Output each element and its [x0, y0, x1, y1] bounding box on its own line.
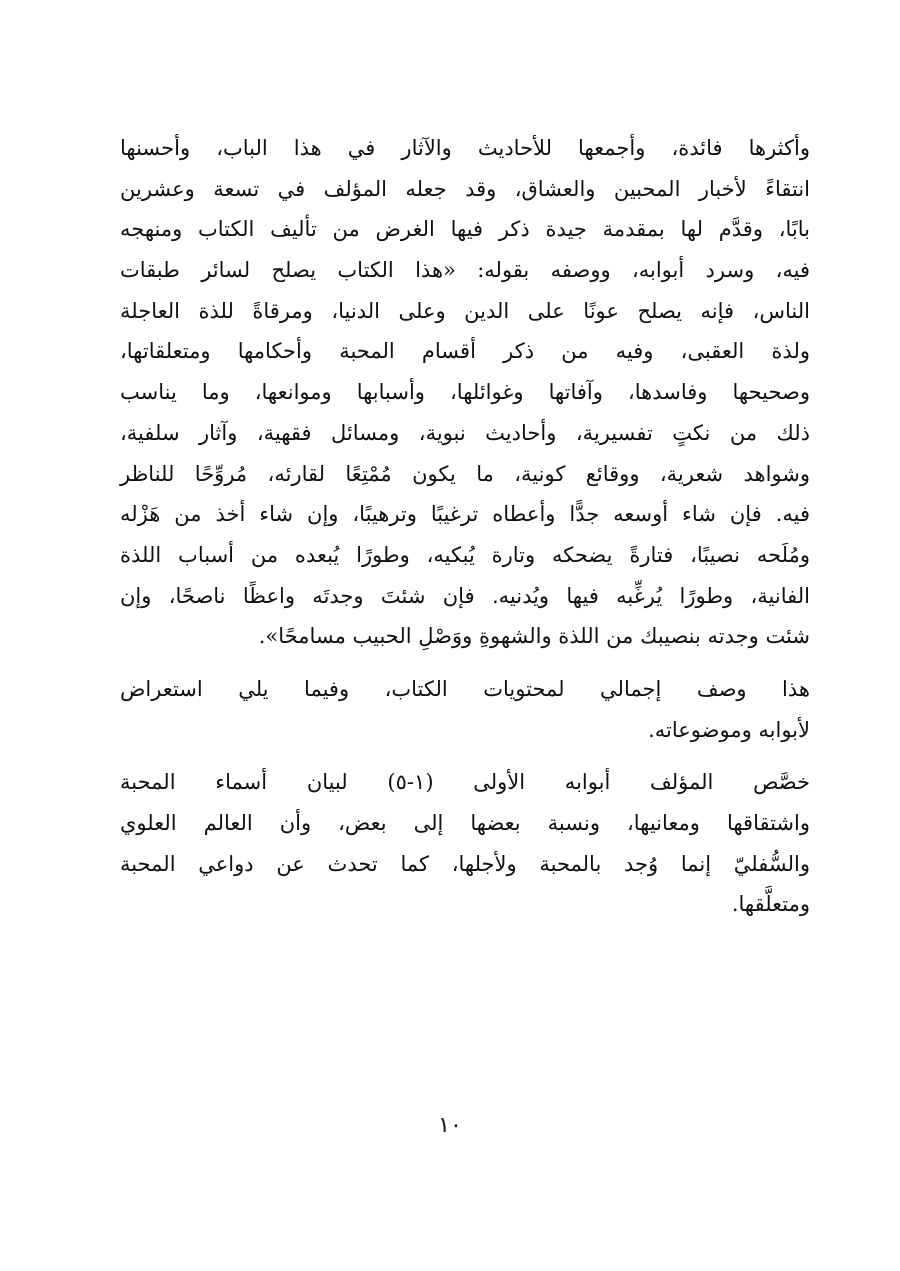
text-line: ولذة العقبى، وفيه من ذكر أقسام المحبة وأحكامها ومتعلقاتها،	[120, 339, 810, 364]
paragraph-3	[120, 762, 810, 925]
text-line: واشتقاقها ومعانيها، ونسبة بعضها إلى بعض، وأن العالم العلوي	[120, 811, 810, 835]
text-line: وأكثرها فائدة، وأجمعها للأحاديث والآثار في هذا الباب، وأحسنها	[120, 136, 810, 160]
paragraph-2	[120, 669, 810, 750]
text-line: والسُّفليّ إنما وُجد بالمحبة ولأجلها، كما تحدث عن دواعي المحبة	[120, 851, 810, 876]
text-line: شئت وجدته بنصيبك من اللذة والشهوةِ ووَصْلِ الحبيب مسامحًا».	[258, 624, 810, 649]
text-line: بابًا، وقدَّم لها بمقدمة جيدة ذكر فيها الغرض من تأليف الكتاب ومنهجه	[120, 217, 810, 242]
text-line: خصَّص المؤلف أبوابه الأولى (١-٥) لبيان أسماء المحبة	[120, 770, 811, 795]
text-line: الفانية، وطورًا يُرغِّبه فيها ويُدنيه. فإن شئتَ وجدتَه واعظًا ناصحًا، وإن	[120, 583, 810, 608]
text-line: فيه. فإن شاء أوسعه جدًّا وأعطاه ترغيبًا وترهيبًا، وإن شاء أخذ من هَزْله	[120, 502, 810, 527]
text-line: هذا وصف إجمالي لمحتويات الكتاب، وفيما يلي استعراض	[120, 676, 810, 701]
text-line: ومتعلَّقها.	[731, 892, 810, 917]
text-line: ومُلَحه نصيبًا، فتارةً يضحكه وتارة يُبكيه، وطورًا يُبعده من أسباب اللذة	[120, 542, 810, 567]
text-line: لأبوابه وموضوعاته.	[648, 717, 810, 742]
page-number: ١٠	[438, 1113, 462, 1138]
text-line: فيه، وسرد أبوابه، ووصفه بقوله: «هذا الكتاب يصلح لسائر طبقات	[120, 258, 810, 283]
page-body	[120, 128, 810, 925]
text-line: انتقاءً لأخبار المحبين والعشاق، وقد جعله المؤلف في تسعة وعشرين	[120, 176, 810, 201]
paragraph-1	[120, 128, 810, 657]
text-line: ذلك من نكتٍ تفسيرية، وأحاديث نبوية، ومسائل فقهية، وآثار سلفية،	[120, 420, 810, 445]
text-line: وشواهد شعرية، ووقائع كونية، ما يكون مُمْتِعًا لقارئه، مُروِّحًا للناظر	[120, 461, 810, 486]
text-line: وصحيحها وفاسدها، وآفاتها وغوائلها، وأسبابها وموانعها، وما يناسب	[120, 380, 810, 405]
text-line: الناس، فإنه يصلح عونًا على الدين وعلى الدنيا، ومرقاةً للذة العاجلة	[120, 298, 810, 323]
